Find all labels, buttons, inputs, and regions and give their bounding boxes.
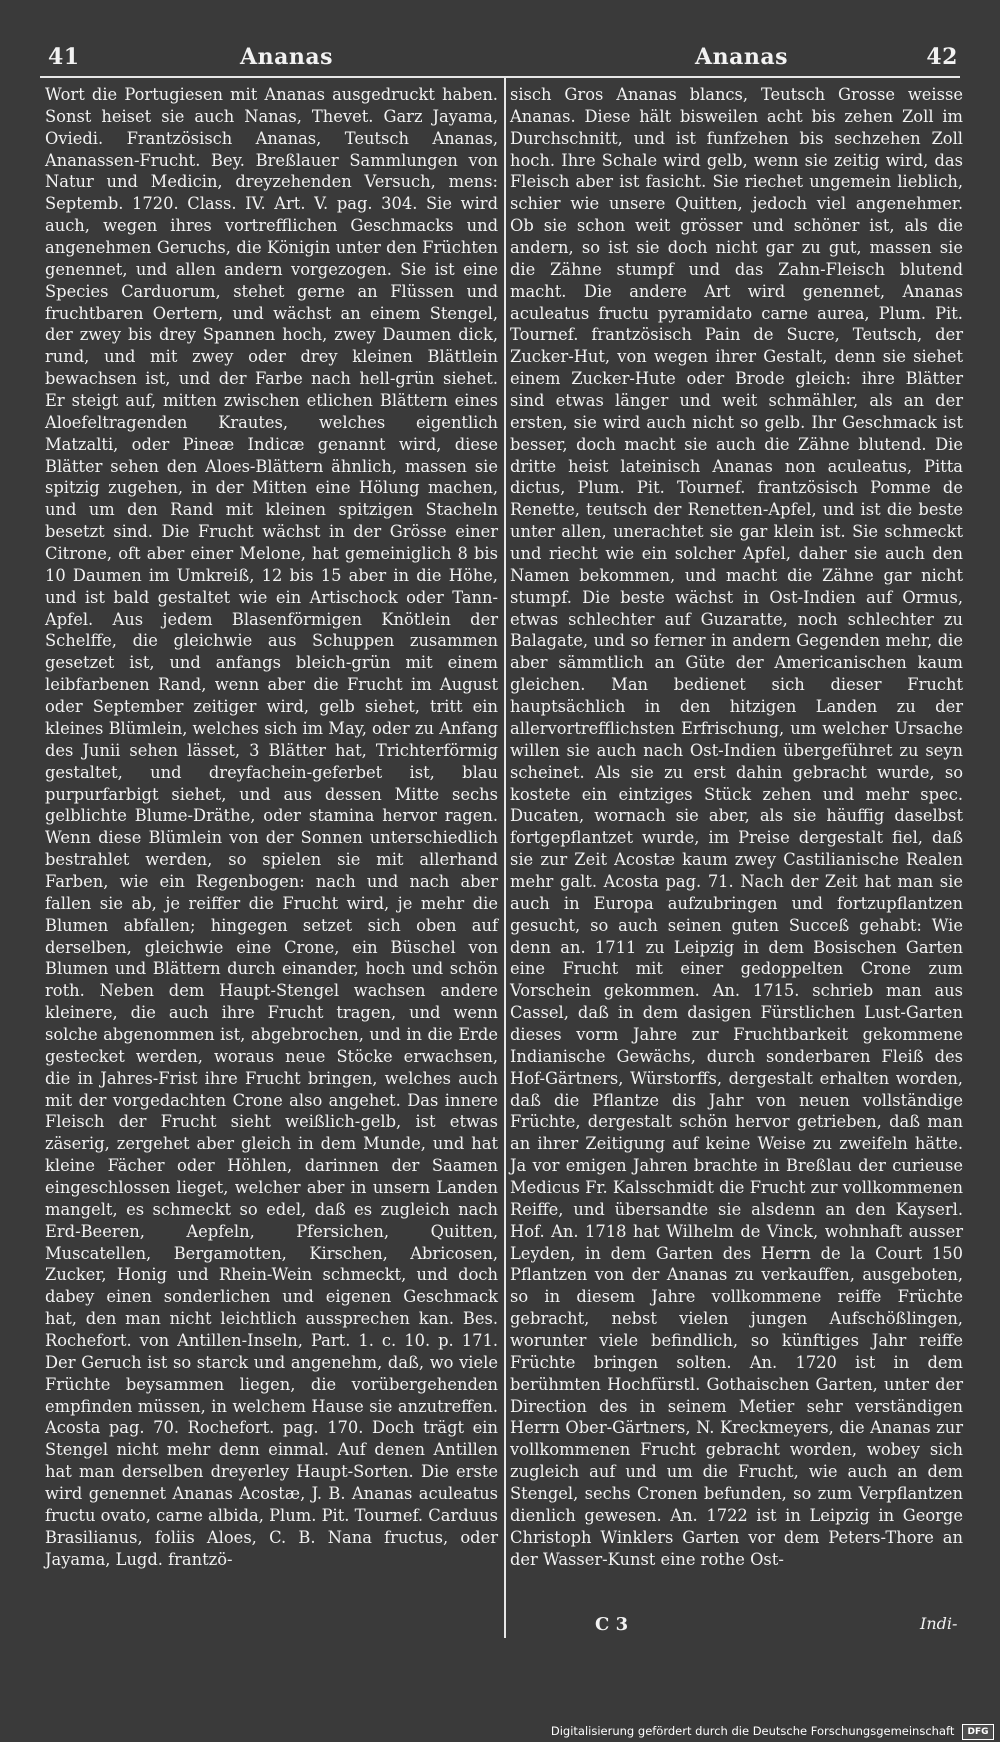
left-running-title: Ananas	[240, 44, 333, 70]
footer-text: Digitalisierung gefördert durch die Deutsche Forschungsgemeinschaft	[550, 1724, 955, 1738]
column-divider	[504, 78, 506, 1638]
left-page-number: 41	[48, 44, 80, 70]
signature-mark: C 3	[595, 1614, 629, 1635]
dfg-logo-icon[interactable]: DFG	[962, 1724, 994, 1740]
right-page-number: 42	[926, 44, 958, 70]
digitization-footer	[0, 1720, 1000, 1742]
left-column	[45, 84, 498, 1570]
left-column-text: Wort die Portugiesen mit Ananas ausgedruckt haben. Sonst heiset sie auch Nanas, Thevet. Garz Jayama, Oviedi. Frantzösisch Ananas, Teutsch Ananas, Ananassen-Frucht. Bey. Breßlauer Sammlungen von Natur und Medicin, dreyzehenden Versuch, mens: Septemb. 1720. Class. IV. Art. V. pag. 304. Sie wird auch, wegen ihres vortrefflichen Geschmacks und angenehmen Geruchs, die Königin unter den Früchten genennet, und allen andern vorgezogen. Sie ist eine Species Carduorum, stehet gerne an Flüssen und fruchtbaren Oertern, und wächst an einem Stengel, der zwey bis drey Spannen hoch, zwey Daumen dick, rund, und mit zwey oder drey kleinen Blättlein bewachsen ist, und der Farbe nach hell-grün siehet. Er steigt auf, mitten zwischen etlichen Blättern eines Aloefeltragenden Krautes, welches eigentlich Matzalti, oder Pineæ Indicæ genannt wird, diese Blätter sehen den Aloes-Blättern ähnlich, massen sie spitzig zugehen, in der Mitten eine Hölung machen, und um den Rand mit kleinen spitzigen Stacheln besetzt sind. Die Frucht wächst in der Grösse einer Citrone, oft aber einer Melone, hat gemeiniglich 8 bis 10 Daumen im Umkreiß, 12 bis 15 aber in die Höhe, und ist bald gestaltet wie ein Artischock oder Tann-Apfel. Aus jedem Blasenförmigen Knötlein der Schelffe, die gleichwie aus Schuppen zusammen gesetzet ist, und anfangs bleich-grün mit einem leibfarbenen Rand, wenn aber die Frucht im August oder September zeitiger wird, gelb siehet, tritt ein kleines Blümlein, welches sich im May, oder zu Anfang des Junii sehen lässet, 3 Blätter hat, Trichterförmig gestaltet, und dreyfachein-geferbet ist, blau purpurfarbigt siehet, und aus dessen Mitte sechs gelblichte Blume-Dräthe, oder stamina hervor ragen. Wenn diese Blümlein von der Sonnen unterschiedlich bestrahlet werden, so spielen sie mit allerhand Farben, wie ein Regenbogen: nach und nach aber fallen sie ab, je reiffer die Frucht wird, je mehr die Blumen abfallen; hingegen setzet sich oben auf derselben, gleichwie eine Crone, ein Büschel von Blumen und Blättern durch einander, hoch und schön roth. Neben dem Haupt-Stengel wachsen andere kleinere, die auch ihre Frucht tragen, und wenn solche abgenommen ist, abgebrochen, und in die Erde gestecket werden, woraus neue Stöcke erwachsen, die in Jahres-Frist ihre Frucht bringen, welches auch mit der vorgedachten Crone also angehet. Das innere Fleisch der Frucht sieht weißlich-gelb, ist etwas zäserig, zergehet aber gleich in dem Munde, und hat kleine Fächer oder Höhlen, darinnen der Saamen eingeschlossen lieget, welcher aber in unsern Landen mangelt, es schmeckt so edel, daß es zugleich nach Erd-Beeren, Aepfeln, Pfersichen, Quitten, Muscatellen, Bergamotten, Kirschen, Abricosen, Zucker, Honig und Rhein-Wein schmeckt, und doch dabey einen sonderlichen und eigenen Geschmack hat, den man nicht leichtlich aussprechen kan. Bes. Rochefort. von Antillen-Inseln, Part. 1. c. 10. p. 171. Der Geruch ist so starck und angenehm, daß, wo viele Früchte beysammen liegen, die vorübergehenden empfinden müssen, in welchem Hause sie anzutreffen. Acosta pag. 70. Rochefort. pag. 170. Doch trägt ein Stengel nicht mehr denn einmal. Auf denen Antillen hat man derselben dreyerley Haupt-Sorten. Die erste wird genennet Ananas Acostæ, J. B. Ananas aculeatus fructu ovato, carne albida, Plum. Pit. Tournef. Carduus Brasilianus, foliis Aloes, C. B. Nana fructus, oder Jayama, Lugd. frantzö-	[45, 85, 498, 1569]
right-column	[510, 84, 963, 1570]
page-header	[40, 40, 960, 78]
right-running-title: Ananas	[695, 44, 788, 70]
right-column-text: sisch Gros Ananas blancs, Teutsch Grosse weisse Ananas. Diese hält bisweilen acht bis zehen Zoll im Durchschnitt, und ist funfzehen bis sechzehen Zoll hoch. Ihre Schale wird gelb, wenn sie zeitig wird, das Fleisch aber ist fasicht. Sie riechet ungemein lieblich, schier wie unsere Quitten, jedoch viel angenehmer. Ob sie schon weit grösser und schöner ist, als die andern, so ist sie doch nicht gar zu gut, massen sie die Zähne stumpf und das Zahn-Fleisch blutend macht. Die andere Art wird genennet, Ananas aculeatus fructu pyramidato carne aurea, Plum. Pit. Tournef. frantzösisch Pain de Sucre, Teutsch, der Zucker-Hut, von wegen ihrer Gestalt, denn sie siehet einem Zucker-Hute oder Brode gleich: ihre Blätter sind etwas länger und weit schmähler, als an der ersten, sie wird auch nicht so gelb. Ihr Geschmack ist besser, doch macht sie auch die Zähne blutend. Die dritte heist lateinisch Ananas non aculeatus, Pitta dictus, Plum. Pit. Tournef. frantzösisch Pomme de Renette, teutsch der Renetten-Apfel, und ist die beste unter allen, unerachtet sie gar klein ist. Sie schmeckt und riecht wie ein solcher Apfel, daher sie auch den Namen bekommen, und macht die Zähne gar nicht stumpf. Die beste wächst in Ost-Indien auf Ormus, etwas schlechter auf Guzaratte, noch schlechter zu Balagate, und so ferner in andern Gegenden mehr, die aber sämmtlich an Güte der Americanischen kaum gleichen. Man bedienet sich dieser Frucht hauptsächlich in den hitzigen Landen zu der allervortrefflichsten Erfrischung, um welcher Ursache willen sie auch nach Ost-Indien übergeführet zu seyn scheinet. Als sie zu erst dahin gebracht wurde, so kostete ein eintziges Stück zehen und mehr spec. Ducaten, wornach sie aber, als sie häuffig daselbst fortgepflantzet wurde, im Preise dergestalt fiel, daß sie zur Zeit Acostæ kaum zwey Castilianische Realen mehr galt. Acosta pag. 71. Nach der Zeit hat man sie auch in Europa aufzubringen und fortzupflantzen gesucht, so auch seinen guten Succeß gehabt: Wie denn an. 1711 zu Leipzig in dem Bosischen Garten eine Frucht mit einer gedoppelten Crone zum Vorschein gekommen. An. 1715. schrieb man aus Cassel, daß in dem dasigen Fürstlichen Lust-Garten dieses vorm Jahre zur Fruchtbarkeit gekommene Indianische Gewächs, durch sonderbaren Fleiß des Hof-Gärtners, Würstorffs, dergestalt erhalten worden, daß die Pflantze dis Jahr von neuen vollständige Früchte, dergestalt schön hervor getrieben, daß man an ihrer Zeitigung auf keine Weise zu zweifeln hätte. Ja vor emigen Jahren brachte in Breßlau der curieuse Medicus Fr. Kalsschmidt die Frucht zur vollkommenen Reiffe, und übersandte sie alsdenn an den Kayserl. Hof. An. 1718 hat Wilhelm de Vinck, wohnhaft ausser Leyden, in dem Garten des Herrn de la Court 150 Pflantzen von der Ananas zu verkauffen, ausgeboten, so in diesem Jahre vollkommene reiffe Früchte gebracht, nebst vielen jungen Aufschößlingen, worunter viele befindlich, so künftiges Jahr reiffe Früchte bringen solten. An. 1720 ist in dem berühmten Hochfürstl. Gothaischen Garten, unter der Direction des in seinem Metier sehr verständigen Herrn Ober-Gärtners, N. Kreckmeyers, die Ananas zur vollkommenen Frucht gebracht worden, wobey sich zugleich auf und um die Frucht, wie auch an dem Stengel, sechs Cronen befunden, so zum Verpflantzen dienlich gewesen. An. 1722 ist in Leipzig in George Christoph Winklers Garten vor dem Peters-Thore an der Wasser-Kunst eine rothe Ost-	[510, 85, 963, 1569]
catchword: Indi-	[920, 1614, 958, 1633]
